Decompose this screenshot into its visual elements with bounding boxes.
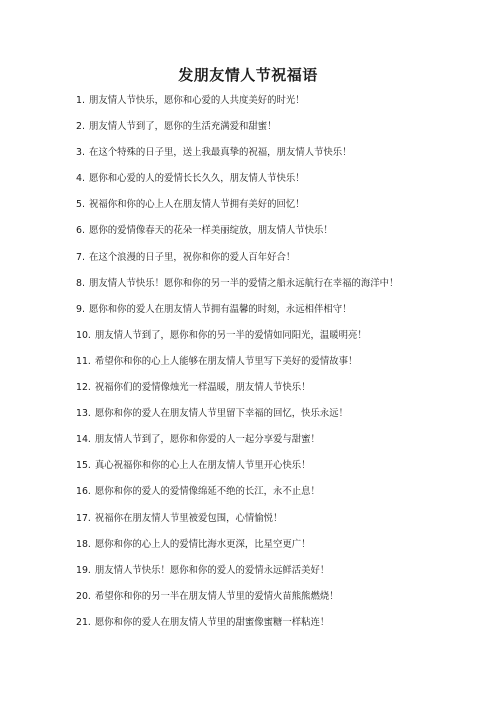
list-item [76, 329, 486, 355]
list-item-number: 21. [76, 616, 91, 628]
list-item [76, 94, 486, 120]
list-item-number: 15. [76, 460, 91, 472]
list-item-text: 希望你和你的另一半在朋友情人节里的爱情火苗熊熊燃烧！ [94, 590, 339, 602]
list-item-text: 希望你和你的心上人能够在朋友情人节里写下美好的爱情故事！ [94, 355, 358, 367]
list-item-number: 8. [76, 277, 85, 289]
list-item [76, 616, 486, 642]
list-item-text: 愿你和你的爱人在朋友情人节里留下幸福的回忆，快乐永远！ [94, 408, 349, 420]
list-item [76, 485, 486, 511]
list-item-number: 5. [76, 199, 85, 211]
list-item-number: 9. [76, 303, 85, 315]
list-item [76, 381, 486, 407]
list-item-number: 2. [76, 121, 85, 133]
list-item [76, 564, 486, 590]
list-item-number: 16. [76, 486, 91, 498]
list-item [76, 407, 486, 433]
list-item [76, 512, 486, 538]
list-item-text: 愿你和你的爱人在朋友情人节拥有温馨的时刻，永远相伴相守！ [88, 303, 352, 315]
list-item-text: 愿你和你的爱人的爱情像绵延不绝的长江，永不止息！ [94, 486, 320, 498]
list-item-text: 朋友情人节快乐！愿你和你的爱人的爱情永远鲜活美好！ [94, 564, 330, 576]
wish-list [76, 94, 486, 642]
list-item-number: 3. [76, 147, 85, 159]
list-item-text: 真心祝福你和你的心上人在朋友情人节里开心快乐！ [94, 460, 311, 472]
list-item-text: 愿你和你的心上人的爱情比海水更深，比星空更广！ [94, 538, 311, 550]
list-item [76, 198, 486, 224]
list-item-number: 11. [76, 355, 91, 367]
list-item-text: 朋友情人节到了，愿你的生活充满爱和甜蜜！ [88, 121, 277, 133]
list-item [76, 146, 486, 172]
list-item-number: 6. [76, 225, 85, 237]
list-item [76, 303, 486, 329]
list-item-text: 愿你的爱情像春天的花朵一样美丽绽放，朋友情人节快乐！ [88, 225, 333, 237]
list-item-text: 在这个浪漫的日子里，祝你和你的爱人百年好合！ [88, 251, 296, 263]
list-item-text: 祝福你们的爱情像烛光一样温暖，朋友情人节快乐！ [94, 382, 311, 394]
list-item [76, 251, 486, 277]
page-title: 发朋友情人节祝福语 [178, 66, 318, 84]
list-item-number: 14. [76, 434, 91, 446]
list-item-text: 朋友情人节到了，愿你和你的另一半的爱情如同阳光，温暖明亮！ [94, 329, 367, 341]
list-item [76, 355, 486, 381]
list-item-number: 13. [76, 408, 91, 420]
list-item-number: 4. [76, 173, 85, 185]
list-item [76, 172, 486, 198]
list-item [76, 433, 486, 459]
list-item-number: 17. [76, 512, 91, 524]
list-item-text: 在这个特殊的日子里，送上我最真挚的祝福，朋友情人节快乐！ [88, 147, 352, 159]
list-item-text: 愿你和你的爱人在朋友情人节里的甜蜜像蜜糖一样粘连！ [94, 616, 330, 628]
list-item-text: 愿你和心爱的人的爱情长长久久，朋友情人节快乐！ [88, 173, 305, 185]
list-item-text: 祝福你在朋友情人节里被爱包围，心情愉悦！ [94, 512, 283, 524]
list-item-text: 朋友情人节到了，愿你和你爱的人一起分享爱与甜蜜！ [94, 434, 320, 446]
list-item-text: 朋友情人节快乐！愿你和你的另一半的爱情之船永远航行在幸福的海洋中！ [88, 277, 399, 289]
list-item-number: 10. [76, 329, 91, 341]
list-item-number: 12. [76, 382, 91, 394]
list-item [76, 590, 486, 616]
list-item-number: 1. [76, 95, 85, 106]
list-item [76, 277, 486, 303]
list-item [76, 120, 486, 146]
list-item-number: 7. [76, 251, 85, 263]
list-item [76, 459, 486, 485]
list-item [76, 538, 486, 564]
list-item-text: 祝福你和你的心上人在朋友情人节拥有美好的回忆！ [88, 199, 305, 211]
list-item-number: 19. [76, 564, 91, 576]
list-item-number: 18. [76, 538, 91, 550]
list-item [76, 224, 486, 250]
list-item-text: 朋友情人节快乐，愿你和心爱的人共度美好的时光！ [88, 95, 305, 106]
list-item-number: 20. [76, 590, 91, 602]
